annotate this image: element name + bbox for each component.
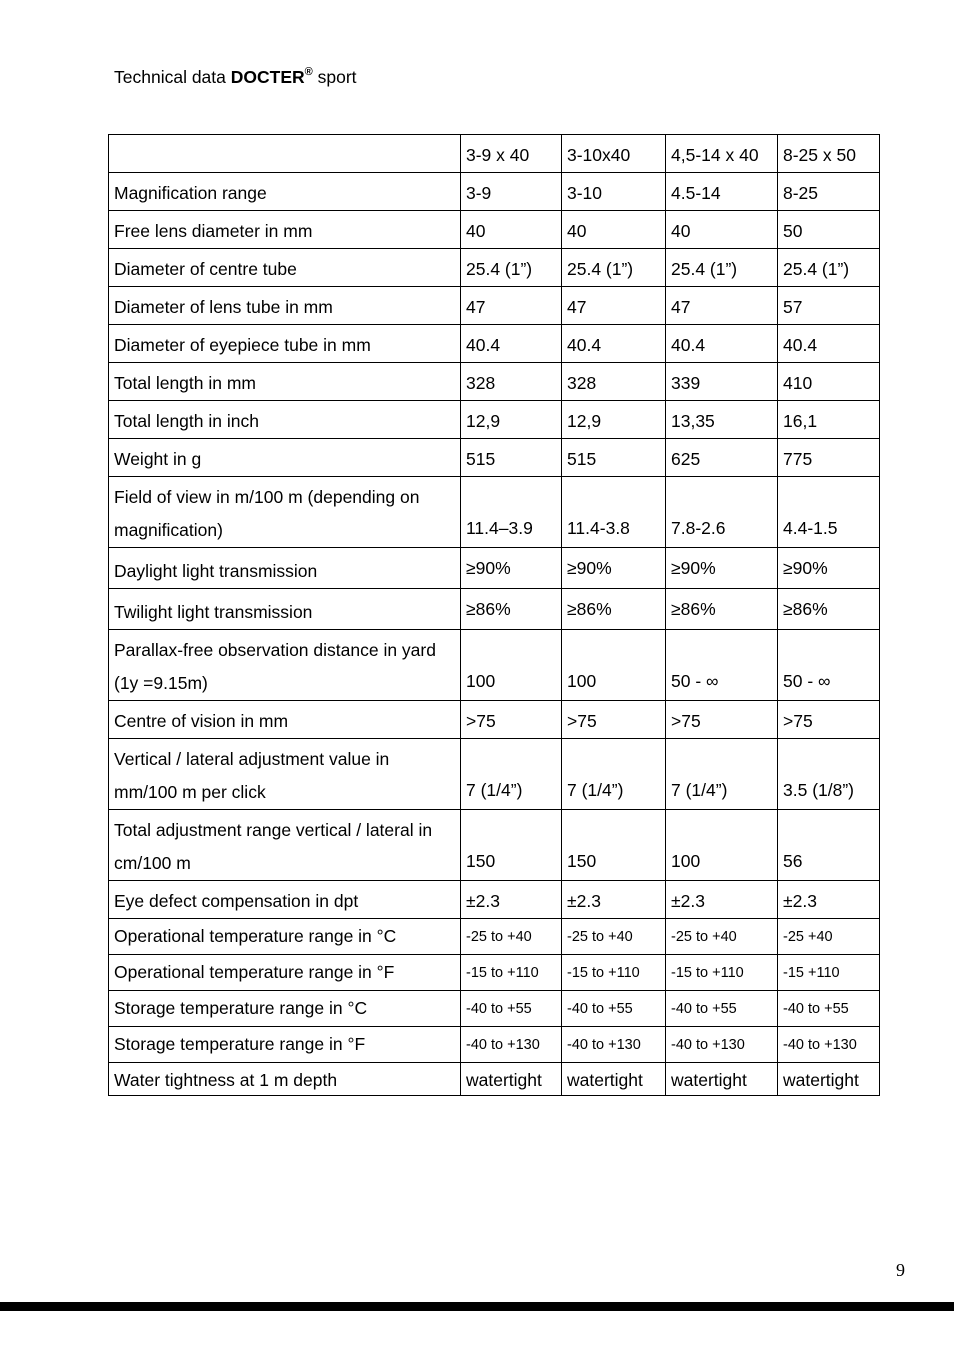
row-value: 775 <box>778 439 880 477</box>
row-value: 25.4 (1”) <box>461 249 562 287</box>
table-row <box>109 477 880 548</box>
row-value: ≥90% <box>666 548 778 589</box>
row-value: watertight <box>562 1063 666 1096</box>
header-cell-empty <box>109 135 461 173</box>
row-label: Operational temperature range in °C <box>109 919 461 955</box>
row-label: Diameter of lens tube in mm <box>109 287 461 325</box>
table-row <box>109 249 880 287</box>
row-value: 3-10 <box>562 173 666 211</box>
row-value: -40 to +55 <box>461 991 562 1027</box>
row-label: Total adjustment range vertical / lateral in cm/100 m <box>109 810 461 881</box>
row-value: 7 (1/4”) <box>562 739 666 810</box>
row-value: 40.4 <box>461 325 562 363</box>
row-value: watertight <box>666 1063 778 1096</box>
row-value: 47 <box>461 287 562 325</box>
registered-mark: ® <box>304 66 313 78</box>
row-value: 40 <box>666 211 778 249</box>
row-value: 100 <box>666 810 778 881</box>
row-value: ≥86% <box>562 589 666 630</box>
row-value: 40 <box>461 211 562 249</box>
row-value: -15 to +110 <box>461 955 562 991</box>
heading-prefix: Technical data <box>114 67 231 87</box>
row-value: -40 to +130 <box>562 1027 666 1063</box>
table-row <box>109 325 880 363</box>
row-value: 625 <box>666 439 778 477</box>
row-value: 11.4-3.8 <box>562 477 666 548</box>
header-cell-model: 3-9 x 40 <box>461 135 562 173</box>
row-label: Field of view in m/100 m (depending on magnification) <box>109 477 461 548</box>
row-value: -25 to +40 <box>666 919 778 955</box>
row-value: 410 <box>778 363 880 401</box>
table-row <box>109 173 880 211</box>
row-value: watertight <box>461 1063 562 1096</box>
brand-name: DOCTER <box>230 67 305 87</box>
row-value: 25.4 (1”) <box>562 249 666 287</box>
row-value: ±2.3 <box>778 881 880 919</box>
row-value: -40 to +55 <box>778 991 880 1027</box>
row-value: 3-9 <box>461 173 562 211</box>
table-row <box>109 739 880 810</box>
row-value: >75 <box>461 701 562 739</box>
row-value: 7 (1/4”) <box>461 739 562 810</box>
row-value: 12,9 <box>562 401 666 439</box>
row-value: >75 <box>778 701 880 739</box>
row-value: 4.5-14 <box>666 173 778 211</box>
table-row <box>109 919 880 955</box>
page-heading <box>114 66 357 88</box>
page-number: 9 <box>896 1260 905 1280</box>
row-value: watertight <box>778 1063 880 1096</box>
row-value: ≥86% <box>666 589 778 630</box>
table-row <box>109 401 880 439</box>
table-row <box>109 1027 880 1063</box>
row-value: 13,35 <box>666 401 778 439</box>
row-value: 12,9 <box>461 401 562 439</box>
row-label: Weight in g <box>109 439 461 477</box>
row-value: 56 <box>778 810 880 881</box>
table-header-row <box>109 135 880 173</box>
table-row <box>109 363 880 401</box>
row-value: 40 <box>562 211 666 249</box>
row-label: Storage temperature range in °C <box>109 991 461 1027</box>
row-value: 4.4-1.5 <box>778 477 880 548</box>
row-value: 7 (1/4”) <box>666 739 778 810</box>
row-value: -15 to +110 <box>562 955 666 991</box>
row-value: ±2.3 <box>666 881 778 919</box>
table-row <box>109 589 880 630</box>
row-value: -40 to +130 <box>666 1027 778 1063</box>
table-row <box>109 701 880 739</box>
row-value: 40.4 <box>666 325 778 363</box>
row-value: -25 to +40 <box>562 919 666 955</box>
row-value: 100 <box>562 630 666 701</box>
header-cell-model: 3-10x40 <box>562 135 666 173</box>
table-row <box>109 630 880 701</box>
row-value: 25.4 (1”) <box>666 249 778 287</box>
technical-data-table <box>108 134 880 1096</box>
row-label: Diameter of eyepiece tube in mm <box>109 325 461 363</box>
table-row <box>109 439 880 477</box>
row-label: Total length in inch <box>109 401 461 439</box>
row-value: 47 <box>666 287 778 325</box>
row-value: -40 to +55 <box>666 991 778 1027</box>
row-value: 150 <box>562 810 666 881</box>
table-row <box>109 211 880 249</box>
header-cell-model: 4,5-14 x 40 <box>666 135 778 173</box>
row-value: 515 <box>562 439 666 477</box>
row-label: Water tightness at 1 m depth <box>109 1063 461 1096</box>
row-value: ≥90% <box>778 548 880 589</box>
footer-rule <box>0 1302 954 1311</box>
row-value: 3.5 (1/8”) <box>778 739 880 810</box>
row-value: 7.8-2.6 <box>666 477 778 548</box>
row-value: 339 <box>666 363 778 401</box>
row-value: ±2.3 <box>461 881 562 919</box>
row-value: 515 <box>461 439 562 477</box>
table-row <box>109 548 880 589</box>
table-row <box>109 1063 880 1096</box>
row-value: 50 <box>778 211 880 249</box>
row-value: 50 - ∞ <box>778 630 880 701</box>
row-value: 11.4–3.9 <box>461 477 562 548</box>
row-value: -40 to +55 <box>562 991 666 1027</box>
row-label: Eye defect compensation in dpt <box>109 881 461 919</box>
row-value: ≥86% <box>461 589 562 630</box>
heading-suffix: sport <box>312 67 357 87</box>
row-value: -15 to +110 <box>666 955 778 991</box>
header-cell-model: 8-25 x 50 <box>778 135 880 173</box>
table-row <box>109 991 880 1027</box>
row-label: Twilight light transmission <box>109 589 461 630</box>
row-value: 25.4 (1”) <box>778 249 880 287</box>
row-label: Storage temperature range in °F <box>109 1027 461 1063</box>
row-value: -40 to +130 <box>461 1027 562 1063</box>
row-label: Operational temperature range in °F <box>109 955 461 991</box>
row-label: Vertical / lateral adjustment value in mm/100 m per click <box>109 739 461 810</box>
table-row <box>109 287 880 325</box>
table-row <box>109 955 880 991</box>
row-value: 328 <box>562 363 666 401</box>
row-value: -25 +40 <box>778 919 880 955</box>
row-value: -25 to +40 <box>461 919 562 955</box>
row-value: 328 <box>461 363 562 401</box>
row-label: Magnification range <box>109 173 461 211</box>
row-value: 50 - ∞ <box>666 630 778 701</box>
row-value: >75 <box>666 701 778 739</box>
table-row <box>109 810 880 881</box>
row-label: Free lens diameter in mm <box>109 211 461 249</box>
row-label: Total length in mm <box>109 363 461 401</box>
row-value: >75 <box>562 701 666 739</box>
row-value: 40.4 <box>562 325 666 363</box>
table-row <box>109 881 880 919</box>
row-value: 8-25 <box>778 173 880 211</box>
row-value: ±2.3 <box>562 881 666 919</box>
row-value: ≥90% <box>461 548 562 589</box>
row-value: 150 <box>461 810 562 881</box>
row-value: 100 <box>461 630 562 701</box>
row-value: ≥86% <box>778 589 880 630</box>
row-value: -15 +110 <box>778 955 880 991</box>
row-value: 40.4 <box>778 325 880 363</box>
row-label: Diameter of centre tube <box>109 249 461 287</box>
row-label: Daylight light transmission <box>109 548 461 589</box>
row-value: 57 <box>778 287 880 325</box>
row-label: Parallax-free observation distance in yard (1y =9.15m) <box>109 630 461 701</box>
row-value: 16,1 <box>778 401 880 439</box>
row-value: 47 <box>562 287 666 325</box>
row-value: -40 to +130 <box>778 1027 880 1063</box>
row-value: ≥90% <box>562 548 666 589</box>
row-label: Centre of vision in mm <box>109 701 461 739</box>
